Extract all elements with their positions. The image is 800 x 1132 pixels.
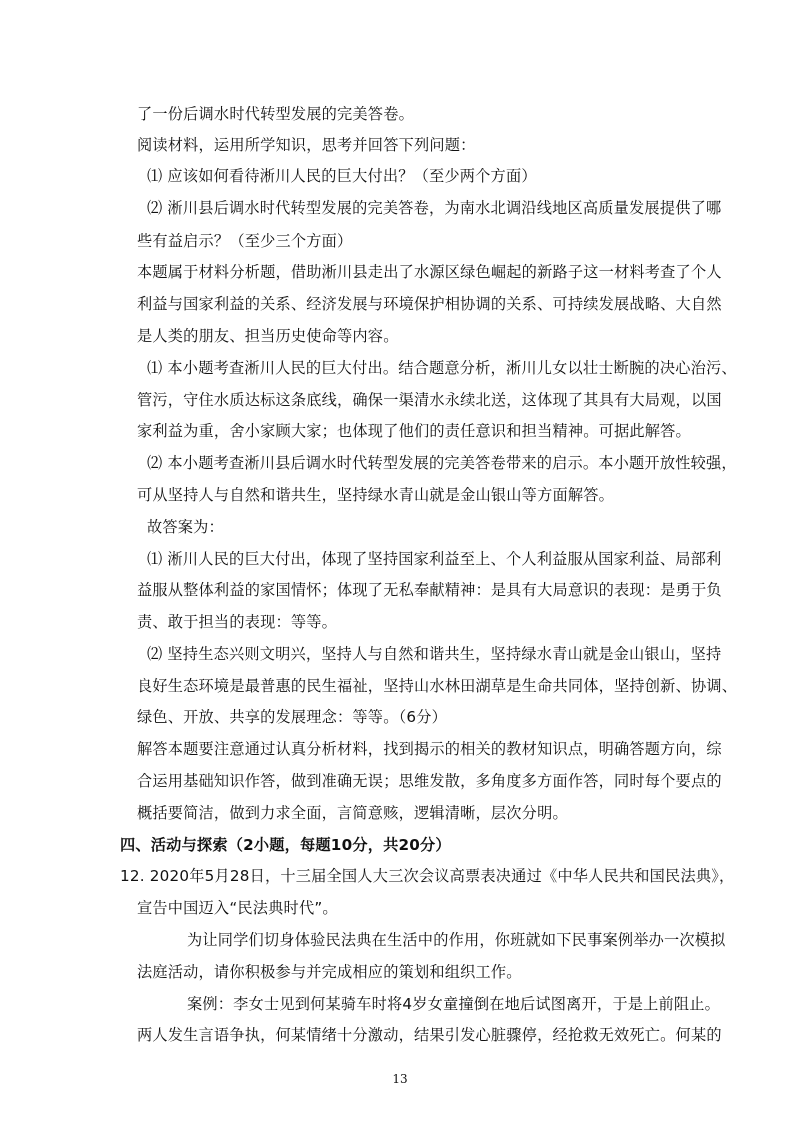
comment-line: 合运用基础知识作答，做到准确无误；思维发散，多角度多方面作答，同时每个要点的	[137, 772, 722, 790]
analysis-line: ⑴ 本小题考查淅川人民的巨大付出。结合题意分析，淅川儿女以壮士断腕的决心治污、	[147, 359, 737, 377]
case-line: 案例：李女士见到何某骑车时将4岁女童撞倒在地后试图离开，于是上前阻止。	[187, 995, 721, 1013]
text-line: 些有益启示？（至少三个方面）	[137, 232, 353, 250]
text-line: 了一份后调水时代转型发展的完美答卷。	[137, 105, 414, 123]
analysis-line: 是人类的朋友、担当历史使命等内容。	[137, 327, 399, 345]
analysis-line: 可从坚持人与自然和谐共生，坚持绿水青山就是金山银山等方面解答。	[137, 486, 615, 504]
analysis-line: 本题属于材料分析题，借助淅川县走出了水源区绿色崛起的新路子这一材料考查了个人	[137, 263, 722, 281]
analysis-line: ⑵ 本小题考查淅川县后调水时代转型发展的完美答卷带来的启示。本小题开放性较强，	[147, 454, 737, 472]
question-12-line: 为让同学们切身体验民法典在生活中的作用，你班就如下民事案例举办一次模拟	[187, 931, 726, 949]
text-line: 阅读材料，运用所学知识，思考并回答下列问题：	[137, 136, 476, 154]
section-heading: 四、活动与探索（2小题，每题10分，共20分）	[120, 836, 451, 854]
answer-line: 责、敢于担当的表现：等等。	[137, 613, 338, 631]
question-2: ⑵ 淅川县后调水时代转型发展的完美答卷，为南水北调沿线地区高质量发展提供了哪	[147, 199, 722, 217]
page-number: 13	[392, 1072, 408, 1086]
comment-line: 解答本题要注意通过认真分析材料，找到揭示的相关的教材知识点，明确答题方向，综	[137, 740, 722, 758]
question-12-line: 12. 2020年5月28日，十三届全国人大三次会议高票表决通过《中华人民共和国民法典》，	[120, 867, 735, 885]
question-12-line: 宣告中国迈入“民法典时代”。	[137, 899, 338, 917]
comment-line: 概括要简洁，做到力求全面，言简意赅，逻辑清晰，层次分明。	[137, 804, 568, 822]
analysis-line: 家利益为重，舍小家顾大家；也体现了他们的责任意识和担当精神。可据此解答。	[137, 422, 691, 440]
answer-line: ⑵ 坚持生态兴则文明兴，坚持人与自然和谐共生，坚持绿水青山就是金山银山，坚持	[147, 645, 722, 663]
question-12-line: 法庭活动，请你积极参与并完成相应的策划和组织工作。	[137, 963, 522, 981]
answer-line: ⑴ 淅川人民的巨大付出，体现了坚持国家利益至上、个人利益服从国家利益、局部利	[147, 550, 722, 568]
answer-line: 绿色、开放、共享的发展理念：等等。（6分）	[137, 708, 448, 726]
answer-label: 故答案为：	[147, 518, 224, 536]
question-1: ⑴ 应该如何看待淅川人民的巨大付出？（至少两个方面）	[147, 167, 537, 185]
analysis-line: 管污，守住水质达标这条底线，确保一渠清水永续北送，这体现了其具有大局观，以国	[137, 391, 722, 409]
answer-line: 益服从整体利益的家国情怀；体现了无私奉献精神：是具有大局意识的表现：是勇于负	[137, 581, 722, 599]
answer-line: 良好生态环境是最普惠的民生福祉，坚持山水林田湖草是生命共同体，坚持创新、协调、	[137, 677, 738, 695]
case-line: 两人发生言语争执，何某情绪十分激动，结果引发心脏骤停，经抢救无效死亡。何某的	[137, 1026, 722, 1044]
analysis-line: 利益与国家利益的关系、经济发展与环境保护相协调的关系、可持续发展战略、大自然	[137, 295, 722, 313]
